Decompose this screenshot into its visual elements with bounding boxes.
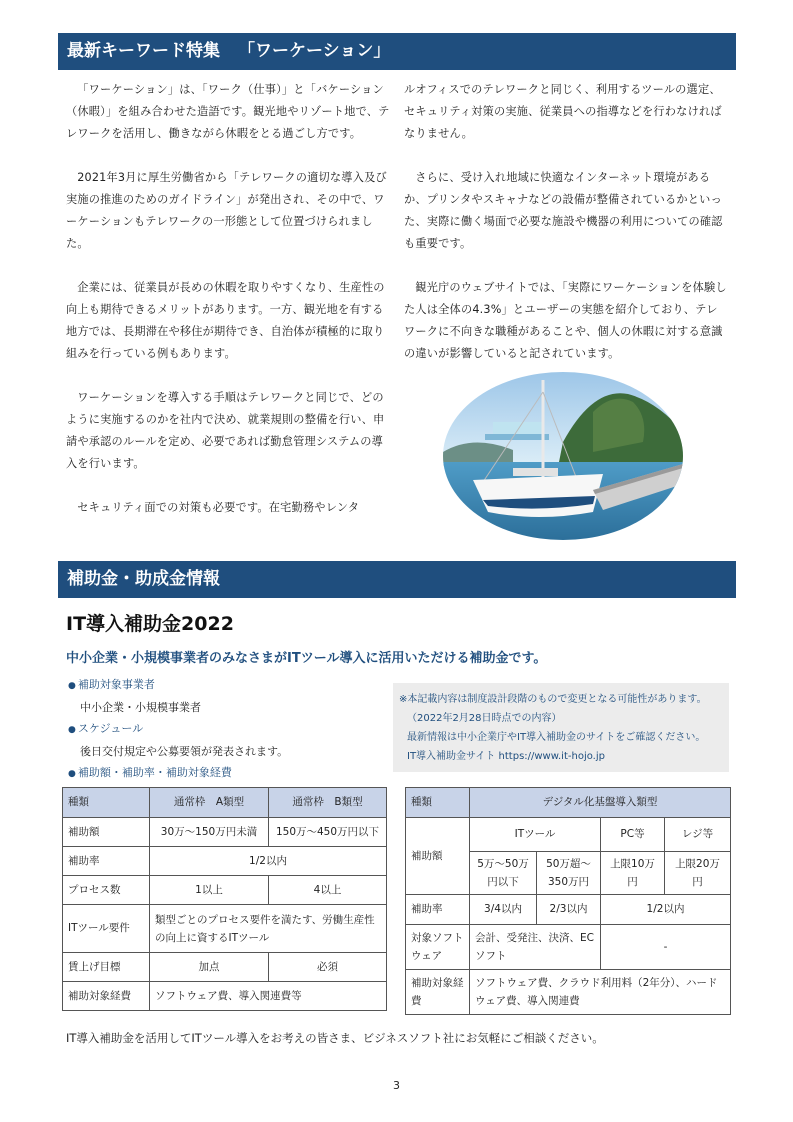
page-number: 3 xyxy=(393,1079,400,1092)
row-label: ITツール要件 xyxy=(63,905,150,953)
table-cell: 必須 xyxy=(269,953,387,982)
note-line: 最新情報は中小企業庁やIT導入補助金のサイトをご確認ください。 xyxy=(407,732,706,743)
row-label: 補助率 xyxy=(63,847,150,876)
table-cell: ITツール xyxy=(470,818,601,852)
table-cell: 3/4以内 xyxy=(470,895,537,925)
table-cell: 上限10万円 xyxy=(601,852,665,895)
subsidy-lead: 中小企業・小規模事業者のみなさまがITツール導入に活用いただける補助金です。 xyxy=(66,651,547,666)
note-line: IT導入補助金サイト https://www.it-hojo.jp xyxy=(407,751,605,762)
table-cell: 1以上 xyxy=(150,876,269,905)
feature-header xyxy=(58,33,736,70)
article-paragraph: 観光庁のウェブサイトでは、「実際にワーケーションを体験した人は全体の4.3%」とユーザーの実態を紹介しており、テレワークに不向きな職種があることや、個人の休暇に対する意識の違いが影響していると記されています。 xyxy=(404,281,727,360)
table-cell: 50万超～350万円 xyxy=(537,852,601,895)
table-digital-frame xyxy=(405,787,731,1015)
table-cell: 1/2以内 xyxy=(601,895,731,925)
row-label: 補助対象経費 xyxy=(63,982,150,1011)
table-cell: 加点 xyxy=(150,953,269,982)
table-cell: 上限20万円 xyxy=(665,852,731,895)
note-line: ※本記載内容は制度設計段階のもので変更となる可能性があります。 xyxy=(399,694,707,705)
row-label: 補助額 xyxy=(63,818,150,847)
note-line: （2022年2月28日時点での内容） xyxy=(407,713,562,724)
table-header-cell: 通常枠 A類型 xyxy=(150,788,269,818)
table-normal-frame xyxy=(62,787,387,1011)
target-body: 中小企業・小規模事業者 xyxy=(80,701,201,714)
table-cell: ソフトウェア費、クラウド利用料（2年分）、ハードウェア費、導入関連費 xyxy=(470,970,731,1015)
table-cell: 会計、受発注、決済、ECソフト xyxy=(470,925,601,970)
row-label: 補助率 xyxy=(406,895,470,925)
row-label: 賃上げ目標 xyxy=(63,953,150,982)
article-right-column xyxy=(404,79,728,387)
subsidy-section-title: 補助金・助成金情報 xyxy=(67,569,220,589)
article-paragraph: セキュリティ面での対策も必要です。在宅勤務やレンタ xyxy=(77,501,360,514)
table-header-cell: 通常枠 B類型 xyxy=(269,788,387,818)
table-cell: 4以上 xyxy=(269,876,387,905)
row-label: 補助額 xyxy=(406,818,470,895)
table-header-cell: 種類 xyxy=(406,788,470,818)
subsidy-summary-list xyxy=(68,674,288,785)
row-label: 補助対象経費 xyxy=(406,970,470,1015)
table-cell: 30万～150万円未満 xyxy=(150,818,269,847)
amount-heading: ● 補助額・補助率・補助対象経費 xyxy=(68,762,288,785)
table-cell: 150万～450万円以下 xyxy=(269,818,387,847)
table-header-cell: デジタル化基盤導入類型 xyxy=(470,788,731,818)
table-cell: 5万～50万円以下 xyxy=(470,852,537,895)
table-cell: 2/3以内 xyxy=(537,895,601,925)
subsidy-header xyxy=(58,561,736,598)
article-left-column xyxy=(66,79,390,541)
schedule-heading: ● スケジュール xyxy=(68,718,288,741)
target-heading: ● 補助対象事業者 xyxy=(68,674,288,697)
article-paragraph: 「ワーケーション」は、「ワーク（仕事）」と「バケーション（休暇）」を組み合わせた造語です。観光地やリゾート地で、テレワークを活用し、働きながら休暇をとる過ごし方です。 xyxy=(66,83,390,140)
table-header-cell: 種類 xyxy=(63,788,150,818)
feature-title: 最新キーワード特集 xyxy=(67,41,220,61)
sailboat-photo xyxy=(443,372,683,540)
row-label: プロセス数 xyxy=(63,876,150,905)
article-paragraph: 企業には、従業員が長めの休暇を取りやすくなり、生産性の向上も期待できるメリットがあります。一方、観光地を有する地方では、長期滞在や移住が期待でき、自治体が積極的に取り組みを行っている例もあります。 xyxy=(66,281,385,360)
table-cell: 1/2以内 xyxy=(150,847,387,876)
article-paragraph: ワーケーションを導入する手順はテレワークと同じで、どのように実施するのかを社内で決め、就業規則の整備を行い、申請や承認のルールを定め、必要であれば勤怠管理システムの導入を行います。 xyxy=(66,391,385,470)
table-cell: PC等 xyxy=(601,818,665,852)
table-cell: - xyxy=(601,925,731,970)
closing-message: IT導入補助金を活用してITツール導入をお考えの皆さま、ビジネスソフト社にお気軽にご相談ください。 xyxy=(66,1031,604,1045)
subsidy-name: IT導入補助金2022 xyxy=(66,613,234,635)
row-label: 対象ソフトウェア xyxy=(406,925,470,970)
article-paragraph: ルオフィスでのテレワークと同じく、利用するツールの選定、セキュリティ対策の実施、従業員への指導などを行わなければなりません。 xyxy=(404,83,722,140)
table-cell: ソフトウェア費、導入関連費等 xyxy=(150,982,387,1011)
table-cell: レジ等 xyxy=(665,818,731,852)
article-paragraph: 2021年3月に厚生労働省から「テレワークの適切な導入及び実施の推進のためのガイドライン」が発出され、その中で、ワーケーションもテレワークの一形態として位置づけられました。 xyxy=(66,171,387,250)
schedule-body: 後日交付規定や公募要領が発表されます。 xyxy=(80,745,289,758)
article-paragraph: さらに、受け入れ地域に快適なインターネット環境があるか、プリンタやスキャナなどの設備が整備されているかといった、実際に働く場面で必要な施設や機器の利用についての確認も重要です。 xyxy=(404,171,723,250)
disclaimer-note xyxy=(393,683,729,772)
feature-keyword: 「ワーケーション」 xyxy=(238,41,391,61)
table-cell: 類型ごとのプロセス要件を満たす、労働生産性の向上に資するITツール xyxy=(150,905,387,953)
